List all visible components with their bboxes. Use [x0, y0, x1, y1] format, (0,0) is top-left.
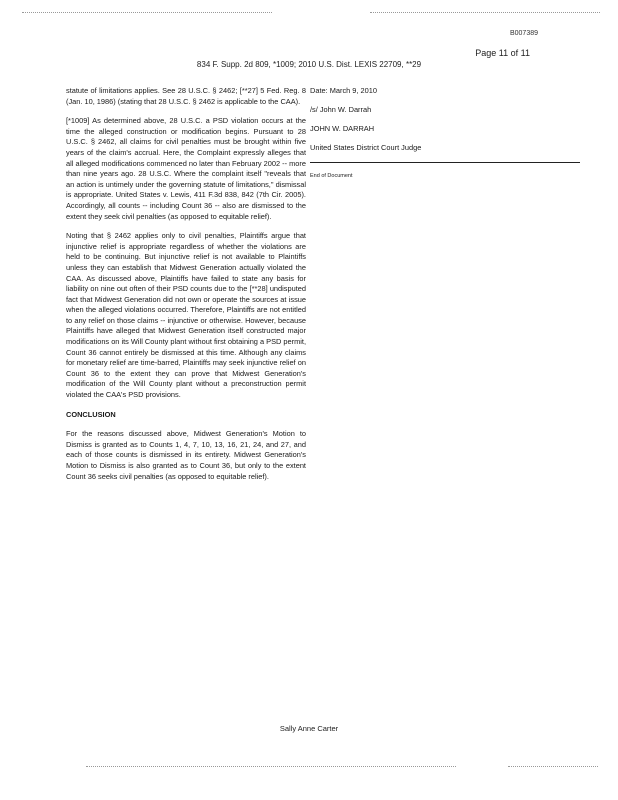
paragraph: statute of limitations applies. See 28 U.S.C. § 2462; [**27] 5 Fed. Reg. 8 (Jan. 10, 1986) (stating that 28 U.S.C. § 2462 is applicable to the CAA). [66, 86, 306, 106]
bates-number: B007389 [509, 30, 538, 37]
order-date: Date: March 9, 2010 [310, 86, 377, 95]
page-number: Page 11 of 11 [475, 48, 530, 58]
top-dotted-border-left [22, 12, 272, 13]
judge-signature: /s/ John W. Darrah [310, 105, 372, 114]
paragraph: [*1009] As determined above, 28 U.S.C. a PSD violation occurs at the time the alleged construction or modification begins. Pursuant to 28 U.S.C. § 2462, all claims for civil penalties must be brought within five years of the claim's accrual. Here, the Complaint expressly alleges that all alleged modifications commenced no later than February 2002 -- more than nine years ago. 28 U.S.C. Where the complaint itself "reveals that an action is untimely under the governing statute of limitations," dismissal is appropriate. United States v. Lewis, 411 F.3d 838, 842 (7th Cir. 2005). Accordingly, all counts -- including Count 36 -- also are dismissed to the extent they seek civil penalties (as opposed to equitable relief). [66, 116, 306, 221]
bottom-dotted-border-right [508, 766, 598, 767]
conclusion-paragraph: For the reasons discussed above, Midwest Generation's Motion to Dismiss is granted as to Counts 1, 4, 7, 10, 13, 16, 21, 24, and 27, and each of those counts is dismissed in its entirety. Midwest Generation's Motion to Dismiss is also granted as to Count 36, but only to the extent Count 36 seeks civil penalties (as opposed to equitable relief). [66, 429, 306, 481]
bottom-dotted-border-left [86, 766, 456, 767]
top-dotted-border-right [370, 12, 600, 13]
judge-title: United States District Court Judge [310, 143, 422, 152]
signature-column [310, 86, 550, 189]
paragraph: Noting that § 2462 applies only to civil penalties, Plaintiffs argue that injunctive relief is appropriate regardless of whether the violations are held to be continuing. But injunctive relief is not available to Plaintiffs unless they can establish that Midwest Generation actually violated the CAA. As discussed above, Plaintiffs have failed to state any basis for liability on nine out often of their PSD counts due to the [**28] undisputed fact that Midwest Generation did not own or operate the sources at issue when the alleged violations occurred. Therefore, Plaintiffs are not entitled to any relief on those claims -- injunctive or otherwise. However, because Plaintiffs have alleged that Midwest Generation itself constructed major modifications on its Will County plant without first obtaining a PSD permit, Count 36 cannot entirely be dismissed at this time. Although any claims for monetary relief are time-barred, Plaintiffs may seek injunctive relief on Count 36 to the extent they can prove that Midwest Generation's modification of the Will County plant without a preconstruction permit violated the CAA's PSD provisions. [66, 231, 306, 400]
end-separator [310, 162, 580, 163]
footer-user-name: Sally Anne Carter [279, 724, 339, 733]
conclusion-heading: CONCLUSION [66, 409, 116, 419]
opinion-text-column [66, 86, 306, 491]
end-of-document: End of Document [310, 173, 353, 179]
case-citation: 834 F. Supp. 2d 809, *1009; 2010 U.S. Dist. LEXIS 22709, **29 [196, 60, 422, 69]
judge-name: JOHN W. DARRAH [310, 124, 375, 133]
